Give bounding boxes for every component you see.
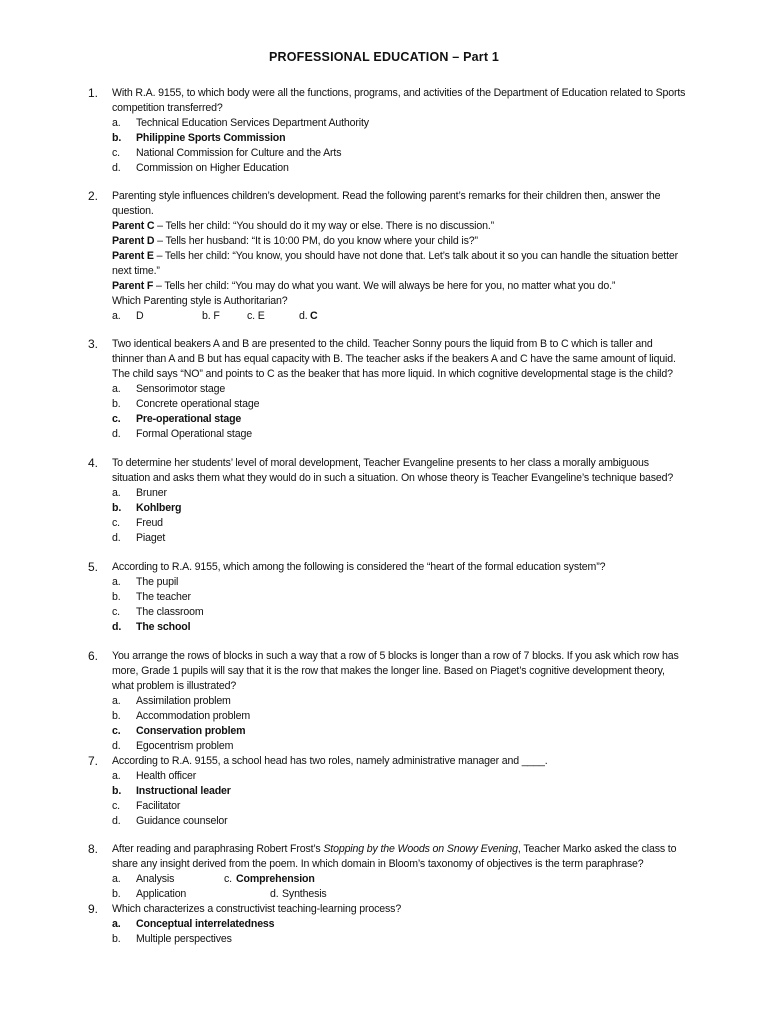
question-text: question. bbox=[112, 205, 154, 217]
option-c-answer: c. Pre-operational stage bbox=[112, 413, 242, 425]
option-a: D bbox=[136, 310, 144, 322]
parent-remark-continued: next time.” bbox=[112, 265, 160, 277]
question-text: situation and asks them what they would do in such a situation. On whose theory is Teacher Evangeline’s technique based? bbox=[112, 472, 674, 484]
option-d-answer: d. The school bbox=[112, 621, 191, 633]
question-text: what problem is illustrated? bbox=[112, 680, 237, 692]
option-d-answer: C bbox=[310, 310, 318, 322]
option-a: a. Health officer bbox=[112, 770, 197, 782]
parent-remark: Parent C – Tells her child: “You should do it my way or else. There is no discussion.” bbox=[112, 220, 495, 232]
option-d-letter: d. bbox=[299, 310, 308, 322]
question-text: After reading and paraphrasing Robert Frost’s Stopping by the Woods on Snowy Evening, Teacher Marko asked the class to bbox=[112, 843, 677, 855]
option-c: c. National Commission for Culture and the Arts bbox=[112, 147, 342, 159]
question-9 bbox=[88, 902, 690, 947]
question-number: 4. bbox=[88, 456, 99, 470]
option-a: a. The pupil bbox=[112, 576, 179, 588]
option-b-answer: b. Instructional leader bbox=[112, 785, 231, 797]
question-text: competition transferred? bbox=[112, 102, 223, 114]
option-c: c. Freud bbox=[112, 517, 163, 529]
question-text: more, Grade 1 pupils will say that it is the row that makes the longer line. Based on Piaget’s cognitive development theory, bbox=[112, 665, 665, 677]
question-text: To determine her students’ level of moral development, Teacher Evangeline presents to her class a morally ambiguous bbox=[112, 457, 649, 469]
option-a-answer: a. Conceptual interrelatedness bbox=[112, 918, 275, 930]
option-d: d. Egocentrism problem bbox=[112, 740, 234, 752]
question-number: 7. bbox=[88, 754, 99, 768]
option-a: a. Sensorimotor stage bbox=[112, 383, 226, 395]
question-5 bbox=[88, 560, 690, 635]
option-d: d. Guidance counselor bbox=[112, 815, 228, 827]
question-4 bbox=[88, 456, 690, 546]
question-number: 9. bbox=[88, 902, 99, 916]
question-3 bbox=[88, 337, 690, 442]
option-b: b. Accommodation problem bbox=[112, 710, 251, 722]
option-c: c. Facilitator bbox=[112, 800, 181, 812]
question-text: Which characterizes a constructivist teaching-learning process? bbox=[112, 903, 402, 915]
option-d: d. Formal Operational stage bbox=[112, 428, 252, 440]
option-d: Synthesis bbox=[282, 888, 327, 900]
question-6 bbox=[88, 649, 690, 754]
question-number: 8. bbox=[88, 842, 99, 856]
question-number: 1. bbox=[88, 86, 99, 100]
question-8 bbox=[88, 842, 690, 902]
question-2 bbox=[88, 189, 690, 324]
options-row bbox=[112, 309, 690, 324]
parent-remark: Parent D – Tells her husband: “It is 10:00 PM, do you know where your child is?” bbox=[112, 235, 478, 247]
question-text: The child says “NO” and points to C as the beaker that has more liquid. In which cognitive developmental stage is the child? bbox=[112, 368, 673, 380]
option-a: a. Bruner bbox=[112, 487, 167, 499]
parent-remark: Parent E – Tells her child: “You know, you should have not done that. Let’s talk about it so you can handle the situation better bbox=[112, 250, 678, 262]
option-c: c. E bbox=[247, 310, 265, 322]
parent-remark: Parent F – Tells her child: “You may do what you want. We will always be here for you, no matter what you do.” bbox=[112, 280, 616, 292]
question-1 bbox=[88, 86, 690, 176]
question-text: Parenting style influences children’s development. Read the following parent’s remarks for their children then, answer the bbox=[112, 190, 661, 202]
question-prompt: Which Parenting style is Authoritarian? bbox=[112, 295, 288, 307]
option-b: b. Multiple perspectives bbox=[112, 933, 232, 945]
option-b-answer: b. Kohlberg bbox=[112, 502, 182, 514]
option-b-answer: b. Philippine Sports Commission bbox=[112, 132, 286, 144]
question-number: 2. bbox=[88, 189, 99, 203]
question-text: share any insight derived from the poem. In which domain in Bloom’s taxonomy of objectives is the term paraphrase? bbox=[112, 858, 644, 870]
option-b: Application bbox=[136, 888, 187, 900]
option-a: a. Assimilation problem bbox=[112, 695, 231, 707]
option-d: d. Piaget bbox=[112, 532, 166, 544]
question-number: 6. bbox=[88, 649, 99, 663]
option-b: b. The teacher bbox=[112, 591, 191, 603]
question-text: You arrange the rows of blocks in such a way that a row of 5 blocks is longer than a row of 7 blocks. If you ask which row has bbox=[112, 650, 679, 662]
poem-title: Stopping by the Woods on Snowy Evening bbox=[323, 843, 518, 855]
option-b: b. Concrete operational stage bbox=[112, 398, 260, 410]
option-a: a. Technical Education Services Department Authority bbox=[112, 117, 369, 129]
question-text: According to R.A. 9155, a school head has two roles, namely administrative manager and ____. bbox=[112, 755, 548, 767]
option-b: b. F bbox=[202, 310, 220, 322]
option-c: c. The classroom bbox=[112, 606, 204, 618]
options-row: b. Application d. Synthesis bbox=[112, 888, 327, 900]
question-text: According to R.A. 9155, which among the following is considered the “heart of the formal education system”? bbox=[112, 561, 606, 573]
question-number: 3. bbox=[88, 337, 99, 351]
question-text: With R.A. 9155, to which body were all the functions, programs, and activities of the Department of Education related to Sports bbox=[112, 87, 686, 99]
option-a-letter: a. bbox=[112, 310, 121, 322]
document-title: PROFESSIONAL EDUCATION – Part 1 bbox=[268, 50, 500, 64]
option-d: d. Commission on Higher Education bbox=[112, 162, 289, 174]
question-7 bbox=[88, 754, 690, 829]
question-text: thinner than A and B but has equal capacity with B. The teacher asks if the beakers A and C have the same amount of liquid. bbox=[112, 353, 676, 365]
question-number: 5. bbox=[88, 560, 99, 574]
option-c-answer: Comprehension bbox=[236, 873, 315, 885]
options-row: a. Analysis c. Comprehension bbox=[112, 873, 315, 885]
question-text: Two identical beakers A and B are presented to the child. Teacher Sonny pours the liquid from B to C which is taller and bbox=[112, 338, 653, 350]
option-a: Analysis bbox=[136, 873, 175, 885]
option-c-answer: c. Conservation problem bbox=[112, 725, 246, 737]
